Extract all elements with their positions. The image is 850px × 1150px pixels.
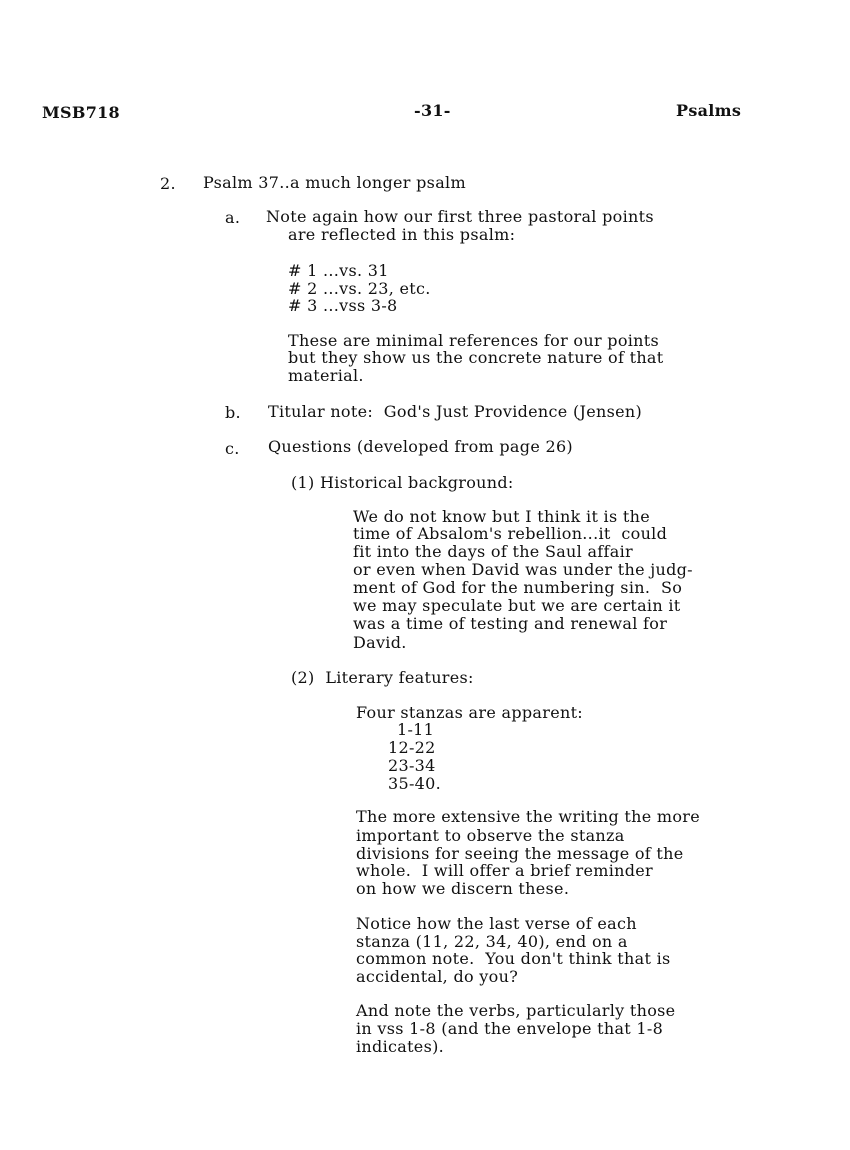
paragraph-3-line: in vss 1-8 (and the envelope that 1-8 xyxy=(356,1019,664,1038)
item-a-note-line: but they show us the concrete nature of that xyxy=(288,348,664,367)
question-1-body-line: time of Absalom's rebellion...it could xyxy=(353,524,668,543)
paragraph-2-line: accidental, do you? xyxy=(356,967,519,986)
paragraph-1-line: important to observe the stanza xyxy=(356,826,625,845)
question-2-label: (2) Literary features: xyxy=(291,668,474,687)
question-1-body-line: ment of God for the numbering sin. So xyxy=(353,578,683,597)
item-a-note-line: These are minimal references for our points xyxy=(288,331,660,350)
paragraph-1-line: The more extensive the writing the more xyxy=(356,807,700,826)
paragraph-1-line: on how we discern these. xyxy=(356,879,570,898)
question-1-body-line: David. xyxy=(353,633,407,652)
reference-line: # 2 ...vs. 23, etc. xyxy=(288,279,431,298)
paragraph-2-line: common note. You don't think that is xyxy=(356,949,671,968)
section-number: 2. xyxy=(160,174,176,193)
page-number: -31- xyxy=(414,101,451,120)
stanza-range: 23-34 xyxy=(388,756,436,775)
question-1-body-line: We do not know but I think it is the xyxy=(353,507,650,526)
item-a-note-line: material. xyxy=(288,366,364,385)
question-1-body-line: was a time of testing and renewal for xyxy=(353,614,668,633)
stanza-range: 1-11 xyxy=(397,720,435,739)
reference-line: # 3 ...vss 3-8 xyxy=(288,296,398,315)
paragraph-3-line: And note the verbs, particularly those xyxy=(356,1001,676,1020)
stanza-range: 35-40. xyxy=(388,774,442,793)
paragraph-2-line: Notice how the last verse of each xyxy=(356,914,637,933)
stanza-intro: Four stanzas are apparent: xyxy=(356,703,583,722)
item-a-marker: a. xyxy=(225,208,241,227)
paragraph-1-line: whole. I will offer a brief reminder xyxy=(356,861,653,880)
question-1-body-line: we may speculate but we are certain it xyxy=(353,596,681,615)
paragraph-2-line: stanza (11, 22, 34, 40), end on a xyxy=(356,932,628,951)
section-title: Psalm 37..a much longer psalm xyxy=(203,173,466,192)
item-b-text: Titular note: God's Just Providence (Jensen) xyxy=(268,402,642,421)
stanza-range: 12-22 xyxy=(388,738,436,757)
item-a-line2: are reflected in this psalm: xyxy=(288,225,516,244)
question-1-body-line: fit into the days of the Saul affair xyxy=(353,542,633,561)
header-doc-id: MSB718 xyxy=(42,103,120,122)
item-b-marker: b. xyxy=(225,403,241,422)
item-a-line1: Note again how our first three pastoral points xyxy=(266,207,654,226)
header-book-title: Psalms xyxy=(676,101,742,120)
question-1-label: (1) Historical background: xyxy=(291,473,514,492)
paragraph-3-line: indicates). xyxy=(356,1037,445,1056)
item-c-text: Questions (developed from page 26) xyxy=(268,437,573,456)
paragraph-1-line: divisions for seeing the message of the xyxy=(356,844,684,863)
item-c-marker: c. xyxy=(225,439,240,458)
reference-line: # 1 ...vs. 31 xyxy=(288,261,389,280)
question-1-body-line: or even when David was under the judg- xyxy=(353,560,693,579)
